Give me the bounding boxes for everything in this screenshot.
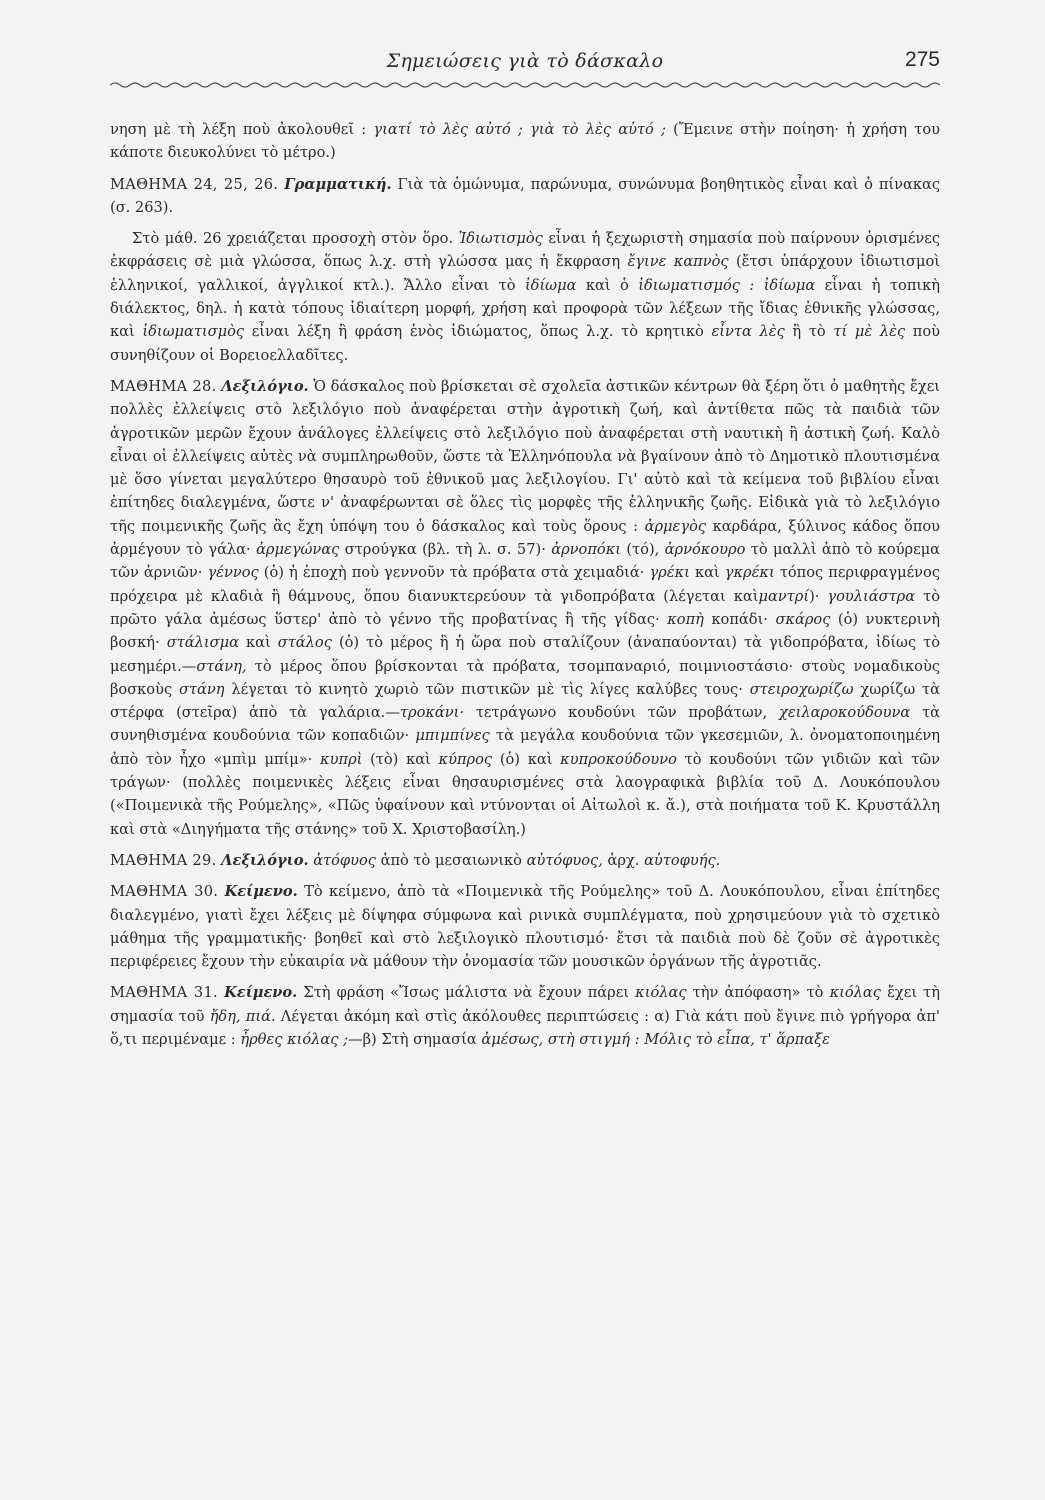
decorative-wavy-rule <box>110 78 940 92</box>
page-number: 275 <box>904 48 940 71</box>
paragraph-lesson-31: ΜΑΘΗΜΑ 31. Κείμενο. Στὴ φράση «Ἴσως μάλιστα νὰ ἔχουν πάρει κιόλας τὴν ἀπόφαση» τὸ κιόλας ἔχει τὴ σημασία τοῦ ἤδη, πιά. Λέγεται ἀκόμη καὶ στὶς ἀκόλουθες περιπτώσεις : α) Γιὰ κάτι ποὺ ἔγινε πιὸ γρήγορα ἀπ' ὅ,τι περιμέναμε : ἦρθες κιόλας ;—β) Στὴ σημασία ἀμέσως, στὴ στιγμή : Μόλις τὸ εἶπα, τ' ἅρπαξε <box>110 984 941 1048</box>
paragraph-lesson-30: ΜΑΘΗΜΑ 30. Κείμενο. Τὸ κείμενο, ἀπὸ τὰ «Ποιμενικὰ τῆς Ρούμελης» τοῦ Δ. Λουκόπουλου, εἶναι ἐπίτηδες διαλεγμένο, γιατὶ ἔχει λέξεις μὲ δίψηφα σύμφωνα καὶ ρινικὰ συμπλέγματα, ποὺ χρησιμεύουν γιὰ τὸ σχετικὸ μάθημα τῆς γραμματικῆς· βοηθεῖ καὶ στὸ λεξιλογικὸ πλουτισμό· ἔτσι τὰ παιδιὰ ποὺ δὲ ζοῦν σὲ ἀγροτικὲς περιφέρειες ἔχουν τὴν εὐκαιρία νὰ μάθουν τὴν ὀνομασία τῶν μουσικῶν ὀργάνων τῆς ἀγροτιᾶς. <box>110 883 940 971</box>
paragraph-lesson-24-26: ΜΑΘΗΜΑ 24, 25, 26. Γραμματική. Γιὰ τὰ ὁμώνυμα, παρώνυμα, συνώνυμα βοηθητικὸς εἶναι καὶ ὁ πίνακας (σ. 263). <box>110 175 941 216</box>
running-title: Σημειώσεις γιὰ τὸ δάσκαλο <box>386 50 664 72</box>
paragraph-lesson-28: ΜΑΘΗΜΑ 28. Λεξιλόγιο. Ὁ δάσκαλος ποὺ βρίσκεται σὲ σχολεῖα ἀστικῶν κέντρων θὰ ξέρη ὅτι ὁ μαθητὴς ἔχει πολλὲς ἐλλείψεις στὸ λεξιλόγιο ποὺ ἀναφέρεται στὴν ἀγροτικὴ ζωή, καὶ ἀντίθετα πῶς τὰ παιδιὰ τῶν ἀγροτικῶν μερῶν ἔχουν ἀνάλογες ἐλλείψεις στὸ λεξιλόγιο ποὺ ἀναφέρεται στὴ ναυτικὴ ἢ ἀστικὴ ζωή. Καλὸ εἶναι οἱ ἐλλείψεις αὐτὲς νὰ συμπληρωθοῦν, ὥστε τὰ Ἑλληνόπουλα νὰ βγαίνουν ἀπὸ τὸ Δημοτικὸ πλουτισμένα μὲ ὅσο γίνεται μεγαλύτερο θησαυρὸ τοῦ ἐθνικοῦ μας λεξιλογίου. Γι' αὐτὸ καὶ τὰ κείμενα τοῦ βιβλίου εἶναι ἐπίτηδες διαλεγμένα, ὥστε ν' ἀναφέρωνται σὲ ὅλες τὶς μορφὲς τῆς ἑλληνικῆς ζωῆς. Εἰδικὰ γιὰ τὸ λεξιλόγιο τῆς ποιμενικῆς ζωῆς ἂς ἔχη ὑπόψη του ὁ δάσκαλος καὶ τοὺς ὅρους : ἀρμεγὸς καρδάρα, ξύλινος κάδος ὅπου ἀρμέγουν τὸ γάλα· ἀρμεγώνας στρούγκα (βλ. τὴ λ. σ. 57)· ἀρνοπόκι (τό), ἀρνόκουρο τὸ μαλλὶ ἀπὸ τὸ κούρεμα τῶν ἀρνιῶν· γέννος (ὁ) ἡ ἐποχὴ ποὺ γεννοῦν τὰ πρόβατα στὰ χειμαδιά· γρέκι καὶ γκρέκι τόπος περιφραγμένος πρόχειρα μὲ κλαδιὰ ἢ θάμνους, ὅπου διανυκτερεύουν τὰ γιδοπρόβατα (λέγεται καὶμαντρί)· γουλιάστρα τὸ πρῶτο γάλα ἀμέσως ὕστερ' ἀπὸ τὸ γέννο τῆς προβατίνας ἢ τῆς γίδας· κοπὴ κοπάδι· σκάρος (ὁ) νυκτερινὴ βοσκή· στάλισμα καὶ στάλος (ὁ) τὸ μέρος ἢ ἡ ὥρα ποὺ σταλίζουν (ἀναπαύονται) τὰ γιδοπρόβατα, ἰδίως τὸ μεσημέρι.—στάνη, τὸ μέρος ὅπου βρίσκονται τὰ πρόβατα, τσομπαναριό, ποιμνιοστάσιο· στοὺς νομαδικοὺς βοσκοὺς στάνη λέγεται τὸ κινητὸ χωριὸ τῶν πιστικῶν μὲ τὶς λίγες καλύβες τους· στειροχωρίζω χωρίζω τὰ στέρφα (στεῖρα) ἀπὸ τὰ γαλάρια.—τροκάνι· τετράγωνο κουδούνι τῶν προβάτων, χειλαροκούδουνα τὰ συνηθισμένα κουδούνια τῶν κοπαδιῶν· μπιμπίνες τὰ μεγάλα κουδούνια τῶν γκεσεμιῶν, λ. ὀνοματοποιημένη ἀπὸ τὸν ἦχο «μπὶμ μπίμ»· κυπρὶ (τὸ) καὶ κύπρος (ὁ) καὶ κυπροκούδουνο τὸ κουδούνι τῶν γιδιῶν καὶ τῶν τράγων· (πολλὲς ποιμενικὲς λέξεις εἶναι θησαυρισμένες στὰ λαογραφικὰ βιβλία τοῦ Δ. Λουκόπουλου («Ποιμενικὰ τῆς Ρούμελης», «Πῶς ὑφαίνουν καὶ ντύνονται οἱ Αἰτωλοὶ κ. ἄ.), στὰ ποιήματα τοῦ Κ. Κρυστάλλη καὶ στὰ «Διηγήματα τῆς στάνης» τοῦ Χ. Χριστοβασίλη.) <box>110 377 941 838</box>
page-header <box>110 48 940 80</box>
paragraph-continuation: νηση μὲ τὴ λέξη ποὺ ἀκολουθεῖ : γιατί τὸ λὲς αὐτό ; γιὰ τὸ λὲς αὐτό ; (Ἔμεινε στὴν ποίηση· ἡ χρήση του κάποτε διευκολύνει τὸ μέτρο.) <box>110 121 940 162</box>
paragraph-idioms: Στὸ μάθ. 26 χρειάζεται προσοχὴ στὸν ὅρο. Ἰδιωτισμὸς εἶναι ἡ ξεχωριστὴ σημασία ποὺ παίρνουν ὁρισμένες ἐκφράσεις σὲ μιὰ γλώσσα, ὅπως λ.χ. στὴ γλώσσα μας ἡ ἔκφραση ἔγινε καπνὸς (ἔτσι ὑπάρχουν ἰδιωτισμοὶ ἑλληνικοί, γαλλικοί, ἀγγλικοί κτλ.). Ἄλλο εἶναι τὸ ἰδίωμα καὶ ὁ ἰδιωματισμός : ἰδίωμα εἶναι ἡ τοπικὴ διάλεκτος, δηλ. ἡ κατὰ τόπους ἰδιαίτερη μορφή, χρήση καὶ προφορὰ τῶν λέξεων τῆς ἴδιας ἐθνικῆς γλώσσας, καὶ ἰδιωματισμὸς εἶναι λέξη ἢ φράση ἑνὸς ἰδιώματος, ὅπως λ.χ. τὸ κρητικὸ εἶντα λὲς ἢ τὸ τί μὲ λὲς ποὺ συνηθίζουν οἱ Βορειοελλαδῖτες. <box>110 230 941 364</box>
lesson-heading: ΜΑΘΗΜΑ 30. <box>110 883 219 901</box>
lesson-heading: ΜΑΘΗΜΑ 31. <box>110 984 218 1002</box>
section-title: Λεξιλόγιο. <box>221 851 309 869</box>
paragraph-lesson-29: ΜΑΘΗΜΑ 29. Λεξιλόγιο. ἀτόφυος ἀπὸ τὸ μεσαιωνικὸ αὐτόφυος, ἀρχ. αὐτοφυής. <box>110 851 721 869</box>
lesson-heading: ΜΑΘΗΜΑ 28. <box>110 377 217 395</box>
section-title: Γραμματική. <box>284 175 392 193</box>
section-title: Λεξιλόγιο. <box>221 377 309 395</box>
body-text <box>110 118 940 1051</box>
section-title: Κείμενο. <box>224 883 298 901</box>
section-title: Κείμενο. <box>224 984 298 1002</box>
lesson-heading: ΜΑΘΗΜΑ 24, 25, 26. <box>110 175 279 193</box>
lesson-heading: ΜΑΘΗΜΑ 29. <box>110 851 217 869</box>
